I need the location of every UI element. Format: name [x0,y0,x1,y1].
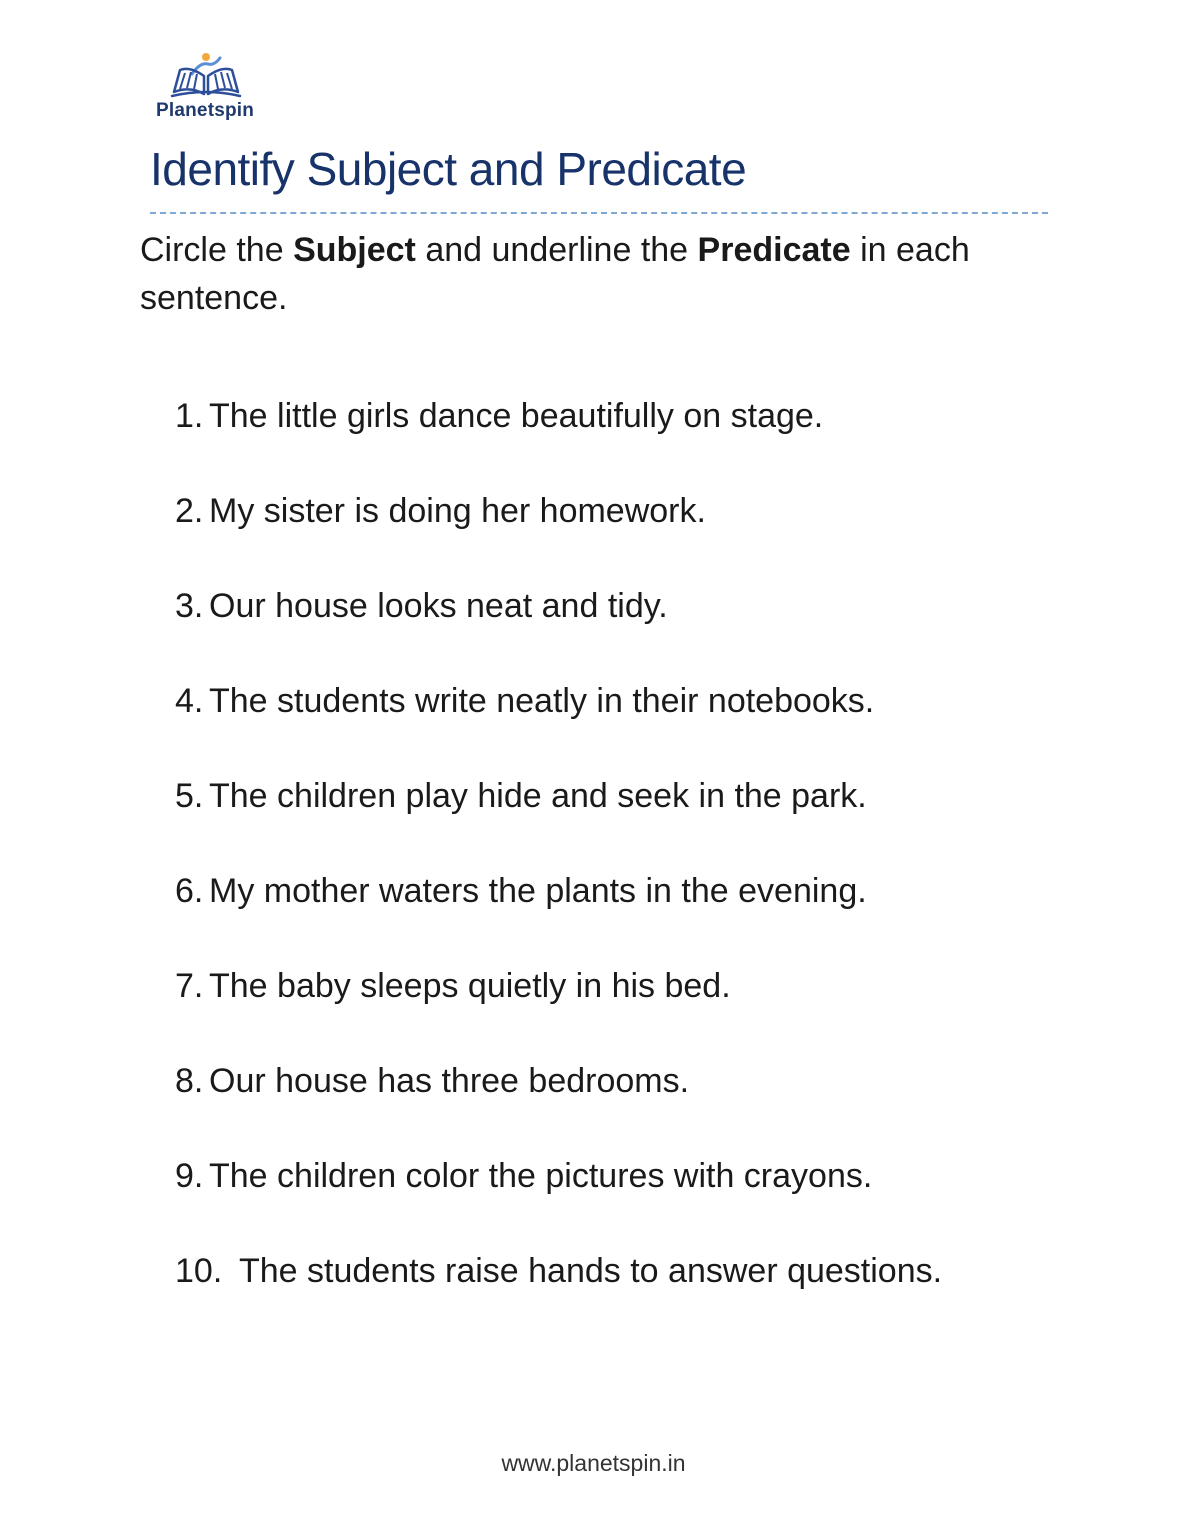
instructions-text-2: and underline the [415,231,698,269]
list-item [175,1150,1075,1245]
item-number: 2. [175,492,204,530]
title-divider [150,212,1048,214]
item-number: 7. [175,967,204,1005]
item-number: 9. [175,1157,204,1195]
item-text: The children color the pictures with crayons. [209,1157,873,1195]
page-title: Identify Subject and Predicate [150,143,747,195]
item-number: 4. [175,682,204,720]
planetspin-logo [150,50,262,126]
item-text: Our house looks neat and tidy. [209,587,668,625]
list-item [175,1055,1075,1150]
list-item [175,1245,1075,1340]
open-book-logo-icon [170,52,242,98]
item-text: My sister is doing her homework. [209,492,706,530]
item-text: The little girls dance beautifully on stage. [209,397,824,435]
item-text: The children play hide and seek in the park. [209,777,867,815]
item-text: The students raise hands to answer questions. [239,1252,943,1290]
item-number: 1. [175,397,204,435]
list-item [175,960,1075,1055]
instructions-text-1: Circle the [140,231,294,269]
item-text: Our house has three bedrooms. [209,1062,690,1100]
sentence-list [175,390,1075,1340]
list-item [175,865,1075,960]
instructions-text-3: in each sentence. [140,231,970,317]
list-item [175,485,1075,580]
list-item [175,580,1075,675]
item-number: 10. [175,1252,223,1290]
item-text: The baby sleeps quietly in his bed. [209,967,731,1005]
item-number: 3. [175,587,204,625]
item-number: 8. [175,1062,204,1100]
logo-text: Planetspin [156,100,255,121]
footer-url[interactable]: www.planetspin.in [501,1450,686,1476]
instructions-bold-predicate: Predicate [697,231,851,269]
item-number: 6. [175,872,204,910]
item-text: The students write neatly in their notebooks. [209,682,875,720]
item-number: 5. [175,777,204,815]
list-item [175,675,1075,770]
list-item [175,390,1075,485]
instructions-bold-subject: Subject [293,231,416,269]
list-item [175,770,1075,865]
item-text: My mother waters the plants in the evening. [209,872,867,910]
instructions [140,226,1020,322]
